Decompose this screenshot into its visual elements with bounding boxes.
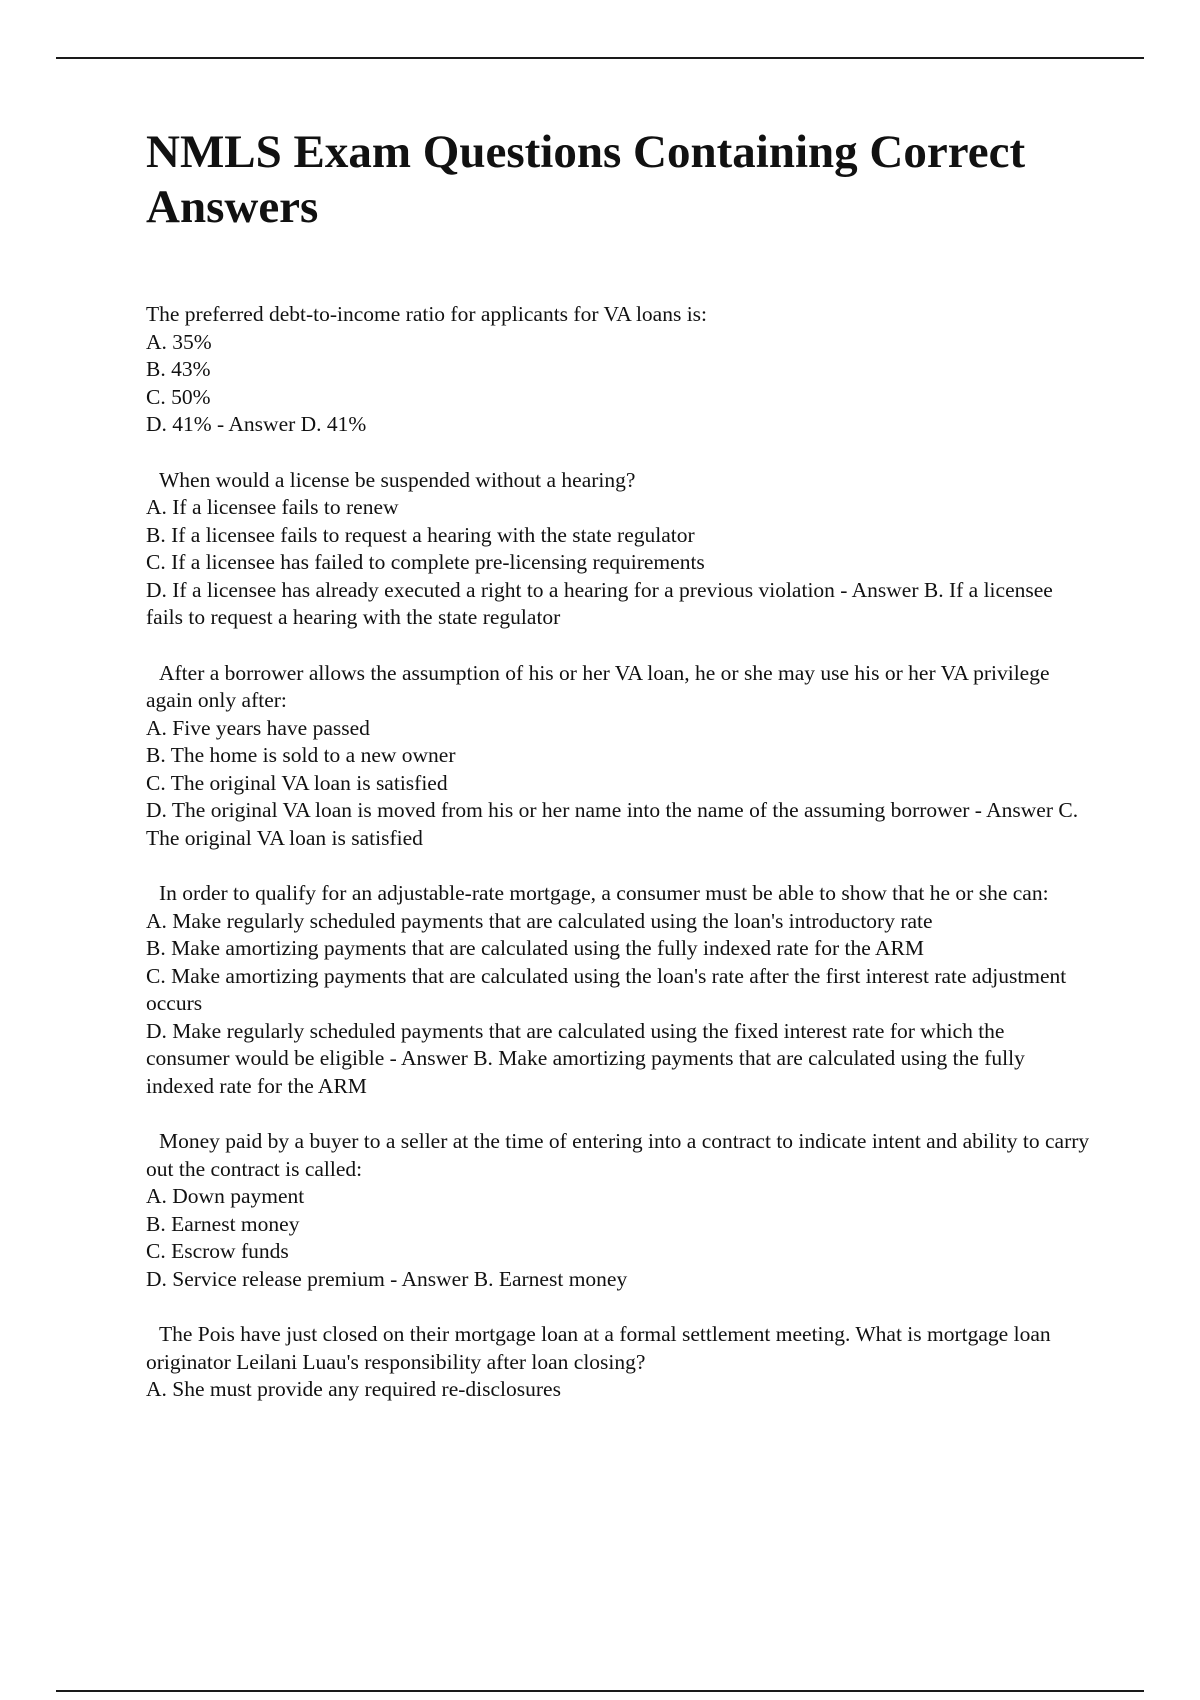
answer-option: C. If a licensee has failed to complete pre-licensing requirements [146, 550, 705, 574]
answer-option: B. Earnest money [146, 1211, 300, 1236]
question-text: Money paid by a buyer to a seller at the time of entering into a contract to indicate intent and ability to carry out the contract is called: [146, 1129, 1090, 1181]
answer-option: C. Make amortizing payments that are calculated using the loan's rate after the first interest rate adjustment occurs [146, 963, 1067, 1015]
answer-option: C. The original VA loan is satisfied [146, 770, 448, 795]
answer-option: B. The home is sold to a new owner [146, 743, 456, 767]
answer-option: A. Five years have passed [146, 715, 370, 740]
question-2 [146, 467, 1091, 632]
answer-option: D. Service release premium - Answer B. Earnest money [146, 1266, 628, 1291]
answer-option: A. Make regularly scheduled payments that are calculated using the loan's introductory rate [146, 908, 933, 933]
answer-option: C. 50% [146, 384, 211, 409]
answer-option: D. The original VA loan is moved from his or her name into the name of the assuming borrower - Answer C. The original VA loan is satisfied [146, 798, 1079, 850]
answer-option: C. Escrow funds [146, 1239, 289, 1263]
top-rule [56, 57, 1144, 59]
answer-option: A. She must provide any required re-disclosures [146, 1377, 561, 1401]
answer-option: A. If a licensee fails to renew [146, 495, 399, 519]
question-text: The Pois have just closed on their mortgage loan at a formal settlement meeting. What is mortgage loan originator Leilani Luau's responsibility after loan closing? [146, 1322, 1051, 1374]
question-text: In order to qualify for an adjustable-rate mortgage, a consumer must be able to show that he or she can: [159, 881, 1049, 905]
answer-option: B. If a licensee fails to request a hearing with the state regulator [146, 522, 695, 547]
answer-option: A. 35% [146, 329, 212, 354]
answer-option: A. Down payment [146, 1184, 305, 1208]
question-1 [146, 301, 1091, 439]
question-4 [146, 880, 1091, 1100]
question-text: The preferred debt-to-income ratio for applicants for VA loans is: [146, 302, 708, 326]
answer-option: D. If a licensee has already executed a right to a hearing for a previous violation - Answer B. If a licensee fails to request a hearing with the state regulator [146, 577, 1053, 629]
question-3 [146, 660, 1091, 853]
answer-option: B. Make amortizing payments that are calculated using the fully indexed rate for the ARM [146, 936, 924, 960]
answer-option: D. 41% - Answer D. 41% [146, 412, 367, 436]
document-title: NMLS Exam Questions Containing Correct Answers [146, 126, 1026, 233]
answer-option: D. Make regularly scheduled payments that are calculated using the fixed interest rate for which the consumer would be eligible - Answer B. Make amortizing payments that are calculated using the fully indexed rate for the ARM [146, 1018, 1025, 1098]
question-6 [146, 1321, 1091, 1404]
question-text: When would a license be suspended without a hearing? [159, 467, 636, 492]
question-text: After a borrower allows the assumption of his or her VA loan, he or she may use his or her VA privilege again only after: [146, 660, 1050, 712]
bottom-rule [56, 1690, 1144, 1692]
question-5 [146, 1128, 1091, 1293]
document-body [146, 125, 1091, 1432]
answer-option: B. 43% [146, 357, 211, 381]
